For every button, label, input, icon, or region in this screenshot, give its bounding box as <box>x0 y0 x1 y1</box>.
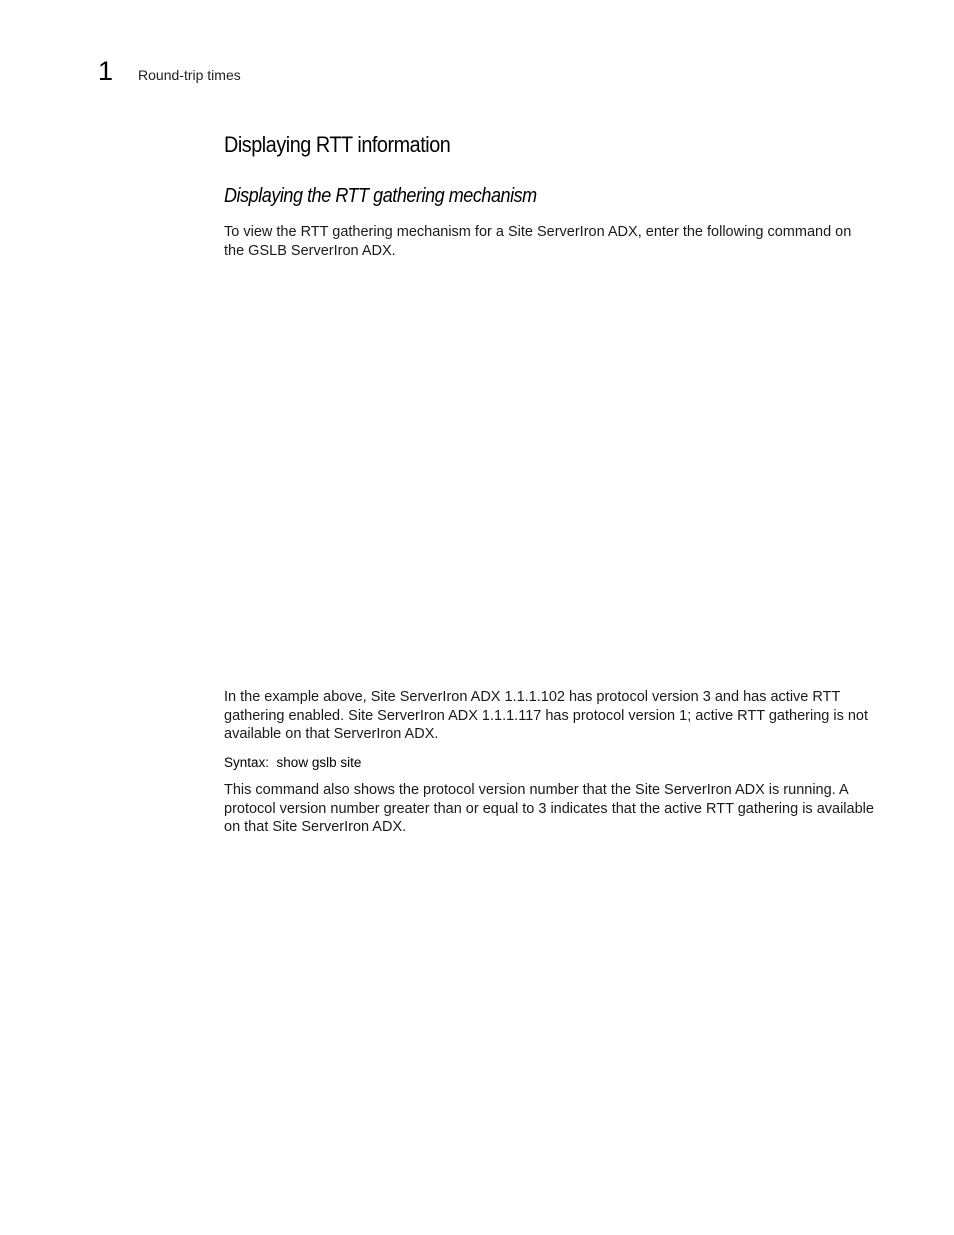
version-paragraph: This command also shows the protocol version number that the Site ServerIron ADX is running. A protocol version number greater than or equal to 3 indicates that the active RTT gathering is available on that Site ServerIron ADX. <box>224 782 874 836</box>
syntax-label: Syntax: <box>224 755 270 770</box>
example-paragraph: In the example above, Site ServerIron ADX 1.1.1.102 has protocol version 3 and has active RTT gathering enabled. Site ServerIron ADX 1.1.1.117 has protocol version 1; active RTT gathering is not available on that ServerIron ADX. <box>224 689 869 743</box>
page-header <box>98 56 241 86</box>
syntax-line <box>224 754 361 772</box>
running-title: Round-trip times <box>138 67 241 83</box>
subsection-title: Displaying the RTT gathering mechanism <box>224 185 537 207</box>
syntax-command: show gslb site <box>276 755 362 770</box>
chapter-number: 1 <box>98 56 114 86</box>
intro-paragraph: To view the RTT gathering mechanism for a Site ServerIron ADX, enter the following command on the GSLB ServerIron ADX. <box>224 224 852 259</box>
section-title: Displaying RTT information <box>224 132 451 157</box>
